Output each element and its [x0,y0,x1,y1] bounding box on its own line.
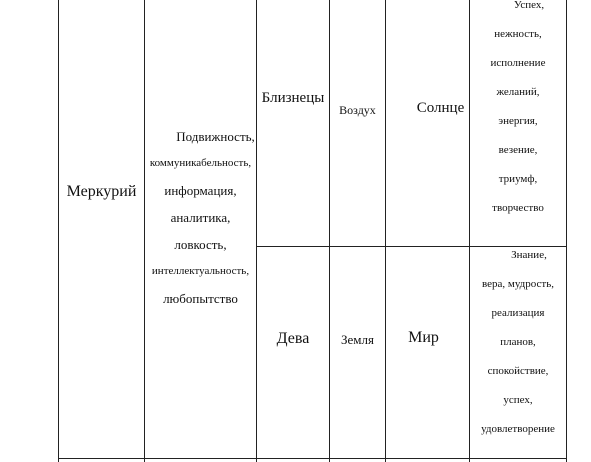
trait-item: Подвижность, [176,128,255,144]
meanings-cell [470,0,566,246]
meaning-item: нежность, [494,28,542,40]
planet-cell [59,0,144,458]
trait-item: ловкость, [174,236,227,252]
traits-list [146,123,255,312]
element-cell [330,247,385,458]
zodiac-sign: Близнецы [261,90,325,106]
element-cell [330,0,385,246]
trait-item: аналитика, [170,209,231,225]
card-name: Солнце [416,100,465,116]
element-name: Земля [341,332,374,347]
trait-item: любопытство [163,290,238,306]
meaning-item: успех, [503,394,533,406]
meaning-item: вера, мудрость, [481,278,554,290]
trait-item: интеллектуальность, [151,264,250,277]
zodiac-sign: Дева [276,330,310,347]
traits-cell [145,0,256,458]
meanings-list [491,0,546,232]
meaning-item: желаний, [496,86,540,98]
meaning-item: планов, [500,336,536,348]
table-row [257,247,329,458]
planet-name: Меркурий [66,183,137,200]
table-border-right [566,0,567,462]
meaning-item: Успех, [513,0,545,11]
meanings-list [481,247,555,450]
meaning-item: везение, [498,144,538,156]
meaning-item: удовлетворение [481,423,555,435]
card-name: Мир [408,329,439,346]
card-cell [386,0,469,246]
trait-item: коммуникабельность, [149,156,252,169]
meaning-item: исполнение [490,57,546,69]
meaning-item: триумф, [498,173,538,185]
meanings-cell [470,247,566,458]
element-name: Воздух [339,103,376,117]
trait-item: информация, [164,182,237,198]
meaning-item: энергия, [498,115,538,127]
table-border-bottom [58,458,567,459]
meaning-item: спокойствие, [487,365,549,377]
card-cell [386,247,469,458]
meaning-item: творчество [492,202,544,214]
meaning-item: Знание, [511,249,547,261]
meaning-item: реализация [491,307,545,319]
table-row [257,0,329,246]
